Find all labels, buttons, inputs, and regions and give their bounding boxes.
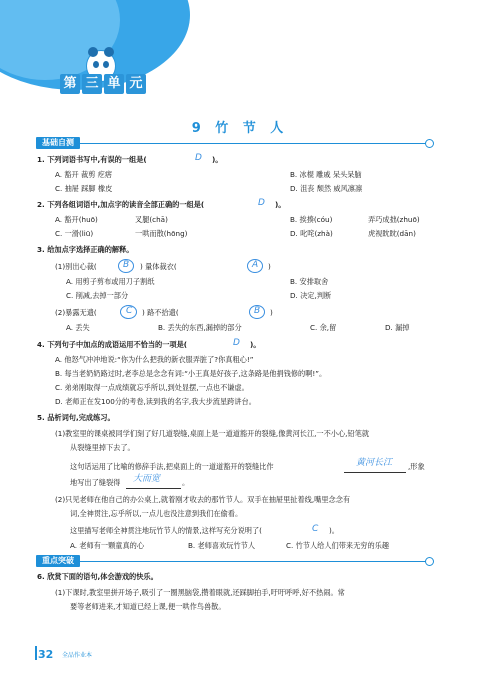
unit-char-3: 单 [104,74,124,94]
q3-p1-option-c: C. 削减,去掉一部分 [66,291,129,300]
answer-circle [120,305,137,319]
q6-p1-line1: (1)下课时,教室里拼开场子,吸引了一圈黑脑袋,攒着眼就,还踩脚拍手,吁吁呼呼,好不热闹。常 [55,588,345,597]
q2-close: )。 [275,200,286,209]
footer-accent [35,646,37,660]
q3-p2-answer-2: B [254,306,261,316]
q3-p1-mid: ) 量体裁衣( [140,262,177,271]
q3-p1-left: (1)别出心裁( [55,262,97,271]
q3-p2-option-c: C. 余,留 [310,323,337,332]
answer-circle [247,259,263,273]
q2-option-c1: C. 一滑(liū) [55,229,94,238]
q4-stem: 4. 下列句子中加点的成语运用不恰当的一项是( [37,340,188,349]
q2-option-d2: 虎视眈眈(dān) [368,229,416,238]
q5-p1-answer-b: 大而宽 [133,474,161,484]
unit-char-4: 元 [126,74,146,94]
q5-p2-option-c: C. 竹节人给人们带来无穷的乐趣 [286,541,390,550]
q5-p2-answer: C [312,524,319,534]
q4-option-d: D. 老师正在发100分的考卷,读到我的名字,我大步流星跨讲台。 [55,397,256,406]
q5-p2-close: )。 [329,526,339,535]
unit-char-2: 三 [82,74,102,94]
q2-option-a2: 叉腿(chā) [135,215,168,224]
q1-stem: 1. 下列词语书写中,有误的一组是( [37,155,147,164]
page-number: 32 [38,648,54,661]
q4-option-a: A. 他怒气冲冲地说:“你为什么把我的新衣服弄脏了?你真粗心!” [55,355,254,364]
section-label-key: 重点突破 [36,555,80,567]
q1-close: )。 [212,155,223,164]
q3-p1-answer-2: A [252,260,259,270]
q3-stem: 3. 给加点字选择正确的解释。 [37,245,134,254]
q6-stem: 6. 欣赏下面的语句,体会游戏的快乐。 [37,572,158,581]
q5-p2-option-a: A. 老师有一颗童真的心 [70,541,145,550]
q3-p1-option-a: A. 用剪子剪布或用刀子割纸 [66,277,155,286]
q2-option-c2: 一哄而散(hōng) [135,229,188,238]
q2-option-b2: 弄巧成拙(zhuō) [368,215,420,224]
q2-option-b1: B. 挨揍(cóu) [290,215,333,224]
q5-p2-option-b: B. 老师喜欢玩竹节人 [188,541,256,550]
q5-p1-question-a: 这句话运用了比喻的修辞手法,把桌面上的一道道豁开的裂缝比作 [70,462,274,471]
q5-p1-answer-a: 黄河长江 [356,458,393,468]
q5-p1-question-a-end: ,形象 [408,462,425,471]
q1-answer: D [195,153,202,163]
section-bar-basic [36,138,434,148]
answer-underline [126,488,181,489]
q3-p1-answer-1: B [123,260,130,270]
answer-circle [249,305,265,319]
q4-option-c: C. 弟弟刚取得一点成绩就忘乎所以,到处显摆,一点也不谦虚。 [55,383,249,392]
section-dot-icon [425,139,434,148]
q3-p2-option-d: D. 漏掉 [385,323,410,332]
q2-option-d1: D. 叱咤(zhà) [290,229,333,238]
q5-p1-question-b-end: 。 [182,478,190,487]
section-bar-key [36,556,434,566]
q5-p2-line2: 词,全神贯注,忘乎所以,一点儿也没注意到我们在偷看。 [70,509,243,518]
q5-p1-line1: (1)教室里的课桌被同学们刻了好几道裂缝,桌面上是一道道豁开的裂缝,像黄河长江,一不小心,铅笔就 [55,429,370,438]
q3-p2-left: (2)暴露无遗( [55,308,97,317]
footer-label: 全品作业本 [62,652,93,659]
q5-p2-question: 这里描写老师全神贯注地玩竹节人的情景,这样写充分说明了( [70,526,262,535]
q3-p1-close: ) [268,262,271,271]
q1-option-a: A. 豁开 裁剪 疙瘩 [55,170,113,179]
q3-p2-close: ) [270,308,273,317]
q5-p1-line2: 从裂缝里掉下去了。 [70,443,135,452]
q3-p1-option-b: B. 安排取舍 [290,277,329,286]
q3-p2-mid: ) 路不拾遗( [142,308,179,317]
q4-answer: D [233,338,240,348]
q4-option-b: B. 每当老奶奶路过时,老李总是念念有词:“小王真是好孩子,这条路是他捐钱修的啊!”。 [55,369,327,378]
lesson-title: 9 竹 节 人 [191,121,289,136]
q5-stem: 5. 品析词句,完成练习。 [37,413,115,422]
q3-p2-option-b: B. 丢失的东西,漏掉的部分 [158,323,242,332]
unit-char-1: 第 [60,74,80,94]
q2-option-a1: A. 豁开(huō) [55,215,98,224]
section-label-basic: 基础自测 [36,137,80,149]
q5-p2-line1: (2)只见老师在他自己的办公桌上,就着刚才收去的那竹节人。双手在抽屉里扯着线,嘴里念念有 [55,495,351,504]
q1-option-c: C. 抽屉 踩脚 橡皮 [55,184,113,193]
section-dot-icon [425,557,434,566]
q2-answer: D [258,198,265,208]
q4-close: )。 [250,340,261,349]
q3-p1-option-d: D. 决定,判断 [290,291,332,300]
q3-p2-option-a: A. 丢失 [66,323,90,332]
q3-p2-answer-1: C [126,306,133,316]
q2-stem: 2. 下列各组词语中,加点字的读音全部正确的一组是( [37,200,205,209]
answer-underline [344,472,406,473]
q6-p1-line2: 要等老师进来,才知道已经上课,便一哄作鸟兽散。 [70,602,226,611]
answer-circle [118,259,134,273]
q5-p1-question-b: 地写出了缝裂得 [70,478,121,487]
q1-option-d: D. 沮丧 颓然 威风凛凛 [290,184,363,193]
q1-option-b: B. 冰棍 雕戚 呆头呆脑 [290,170,362,179]
